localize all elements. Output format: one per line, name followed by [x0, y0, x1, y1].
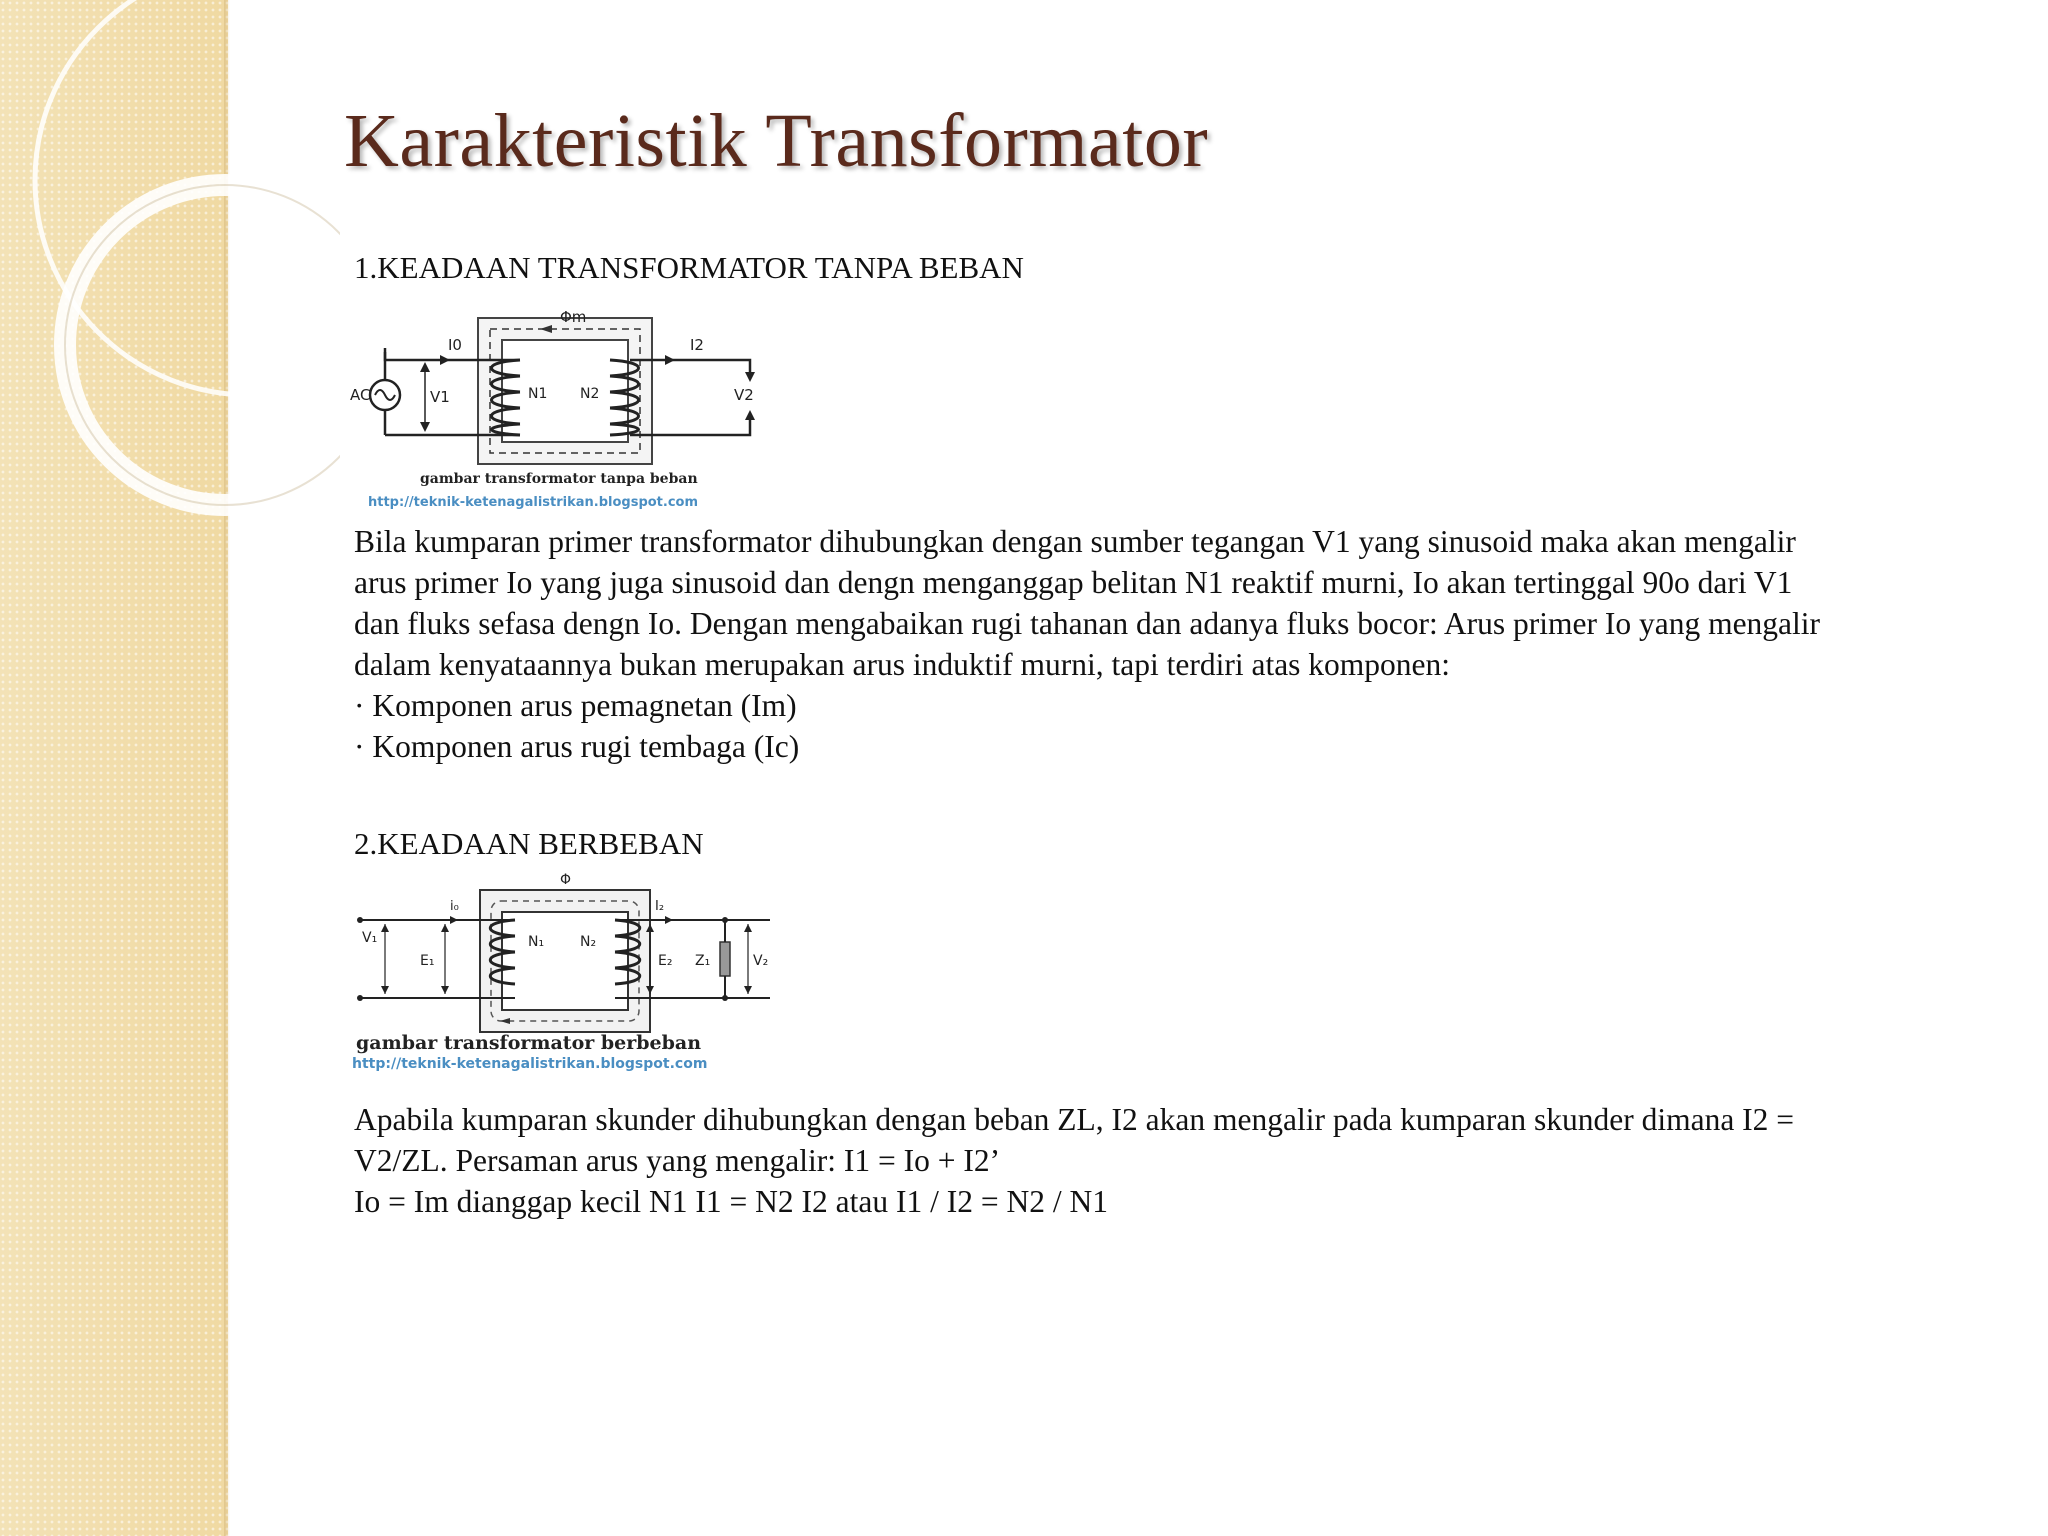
n2-label: N2: [580, 386, 600, 402]
v2-label: V2: [734, 386, 754, 404]
section-1-heading: 1.KEADAAN TRANSFORMATOR TANPA BEBAN: [354, 250, 1024, 280]
v1-label: V1: [430, 388, 450, 406]
section-1-line: dalam kenyataannya bukan merupakan arus induktif murni, tapi terdiri atas komponen:: [354, 647, 1451, 682]
section-2-line: Apabila kumparan skunder dihubungkan dengan beban ZL, I2 akan mengalir pada kumparan skunder dimana I2 =: [354, 1102, 1795, 1137]
i0-label: i₀: [450, 899, 459, 914]
section-2-line: V2/ZL. Persaman arus yang mengalir: I1 = Io + I2’: [354, 1143, 1001, 1178]
section-1-paragraph: [354, 521, 1954, 767]
section-2-paragraph: [354, 1099, 1954, 1222]
decorative-rings: [0, 0, 340, 520]
section-1-line: dan fluks sefasa dengn Io. Dengan mengabaikan rugi tahanan dan adanya fluks bocor: Arus primer Io yang mengalir: [354, 606, 1821, 641]
bullet-copper-loss-current: · Komponen arus rugi tembaga (Ic): [354, 729, 800, 764]
e2-label: E₂: [658, 953, 673, 969]
flux-label: Φ: [560, 872, 572, 888]
i2-label: I₂: [655, 899, 665, 914]
flux-label: Φm: [560, 308, 587, 326]
v1-label: V₁: [362, 930, 378, 946]
i0-label: I0: [448, 336, 462, 354]
load-label: Z₁: [695, 953, 711, 969]
n2-label: N₂: [580, 934, 597, 950]
slide-title: Karakteristik Transformator: [344, 99, 1209, 183]
figure-1-url: http://teknik-ketenagalistrikan.blogspot.com: [368, 495, 699, 510]
n1-label: N1: [528, 386, 548, 402]
i2-label: I2: [690, 336, 704, 354]
section-1-line: arus primer Io yang juga sinusoid dan dengn menganggap belitan N1 reaktif murni, Io akan tertinggal 90o dari V1: [354, 565, 1793, 600]
section-1-line: Bila kumparan primer transformator dihubungkan dengan sumber tegangan V1 yang sinusoid maka akan mengalir: [354, 524, 1796, 559]
unloaded-transformer-diagram: [330, 300, 770, 515]
figure-1-caption: gambar transformator tanpa beban: [420, 471, 698, 487]
loaded-transformer-diagram: [350, 870, 780, 1075]
bullet-magnetizing-current: · Komponen arus pemagnetan (Im): [354, 688, 797, 723]
figure-2-caption: gambar transformator berbeban: [356, 1032, 702, 1054]
section-2-heading: 2.KEADAAN BERBEBAN: [354, 826, 704, 861]
figure-2-url: http://teknik-ketenagalistrikan.blogspot.com: [352, 1056, 708, 1072]
e1-label: E₁: [420, 953, 435, 969]
v2-label: V₂: [753, 953, 769, 969]
n1-label: N₁: [528, 934, 545, 950]
section-2-line: Io = Im dianggap kecil N1 I1 = N2 I2 atau I1 / I2 = N2 / N1: [354, 1184, 1109, 1219]
ac-label: AC: [350, 386, 371, 404]
